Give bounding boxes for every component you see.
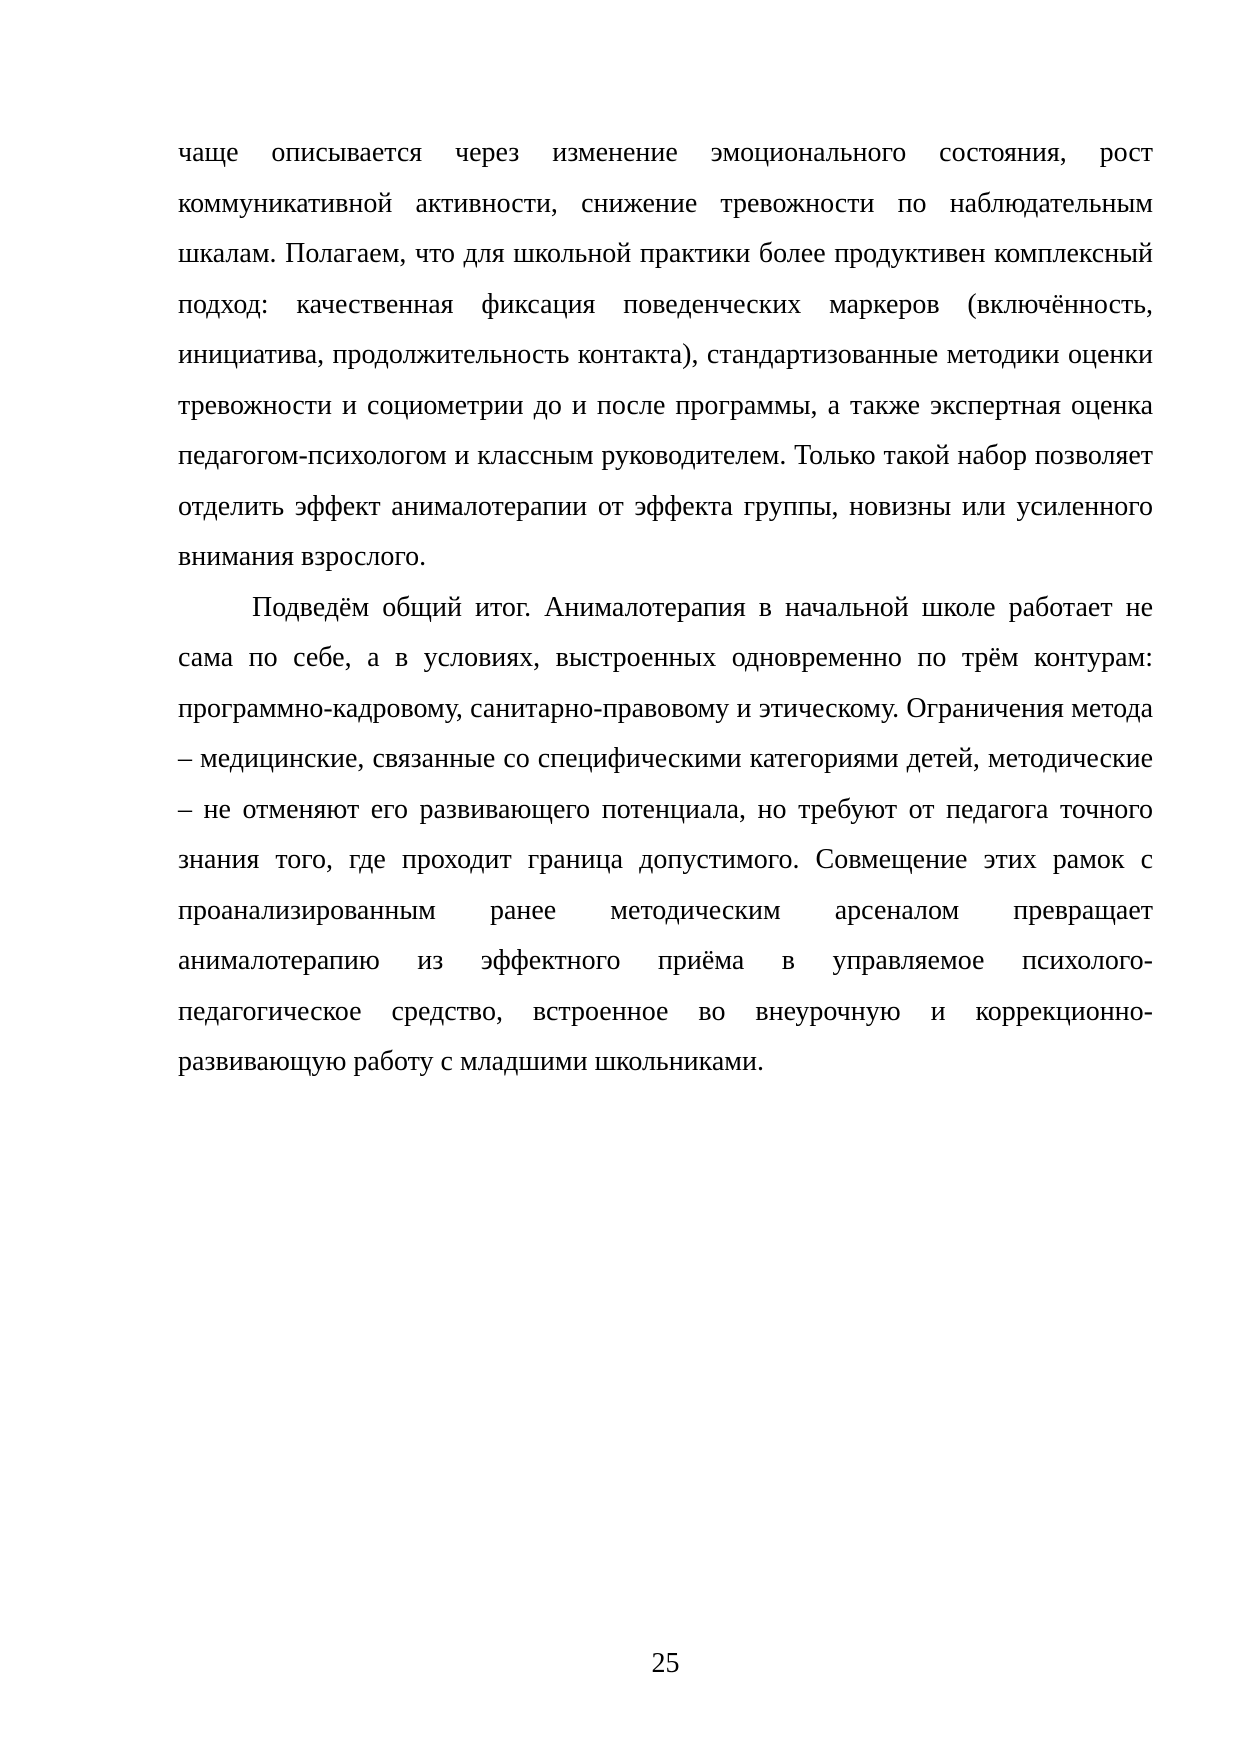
paragraph-summary: Подведём общий итог. Анималотерапия в начальной школе работает не сама по себе, а в условиях, выстроенных одновременно по трём контурам: программно-кадровому, санитарно-правовому и этическому. Ограничения метода – медицинские, связанные со специфическими категориями детей, методические – не отменяют его развивающего потенциала, но требуют от педагога точного знания того, где проходит граница допустимого. Совмещение этих рамок с проанализированным ранее методическим арсеналом превращает анималотерапию из эффектного приёма в управляемое психолого-педагогическое средство, встроенное во внеурочную и коррекционно-развивающую работу с младшими школьниками. (178, 591, 1153, 1077)
page-number: 25 (651, 1648, 680, 1679)
paragraph-continuation: чаще описывается через изменение эмоционального состояния, рост коммуникативной активности, снижение тревожности по наблюдательным шкалам. Полагаем, что для школьной практики более продуктивен комплексный подход: качественная фиксация поведенческих маркеров (включённость, инициатива, продолжительность контакта), стандартизованные методики оценки тревожности и социометрии до и после программы, а также экспертная оценка педагогом-психологом и классным руководителем. Только такой набор позволяет отделить эффект анималотерапии от эффекта группы, новизны или усиленного внимания взрослого. (178, 137, 1153, 572)
body-text (178, 128, 1153, 1088)
